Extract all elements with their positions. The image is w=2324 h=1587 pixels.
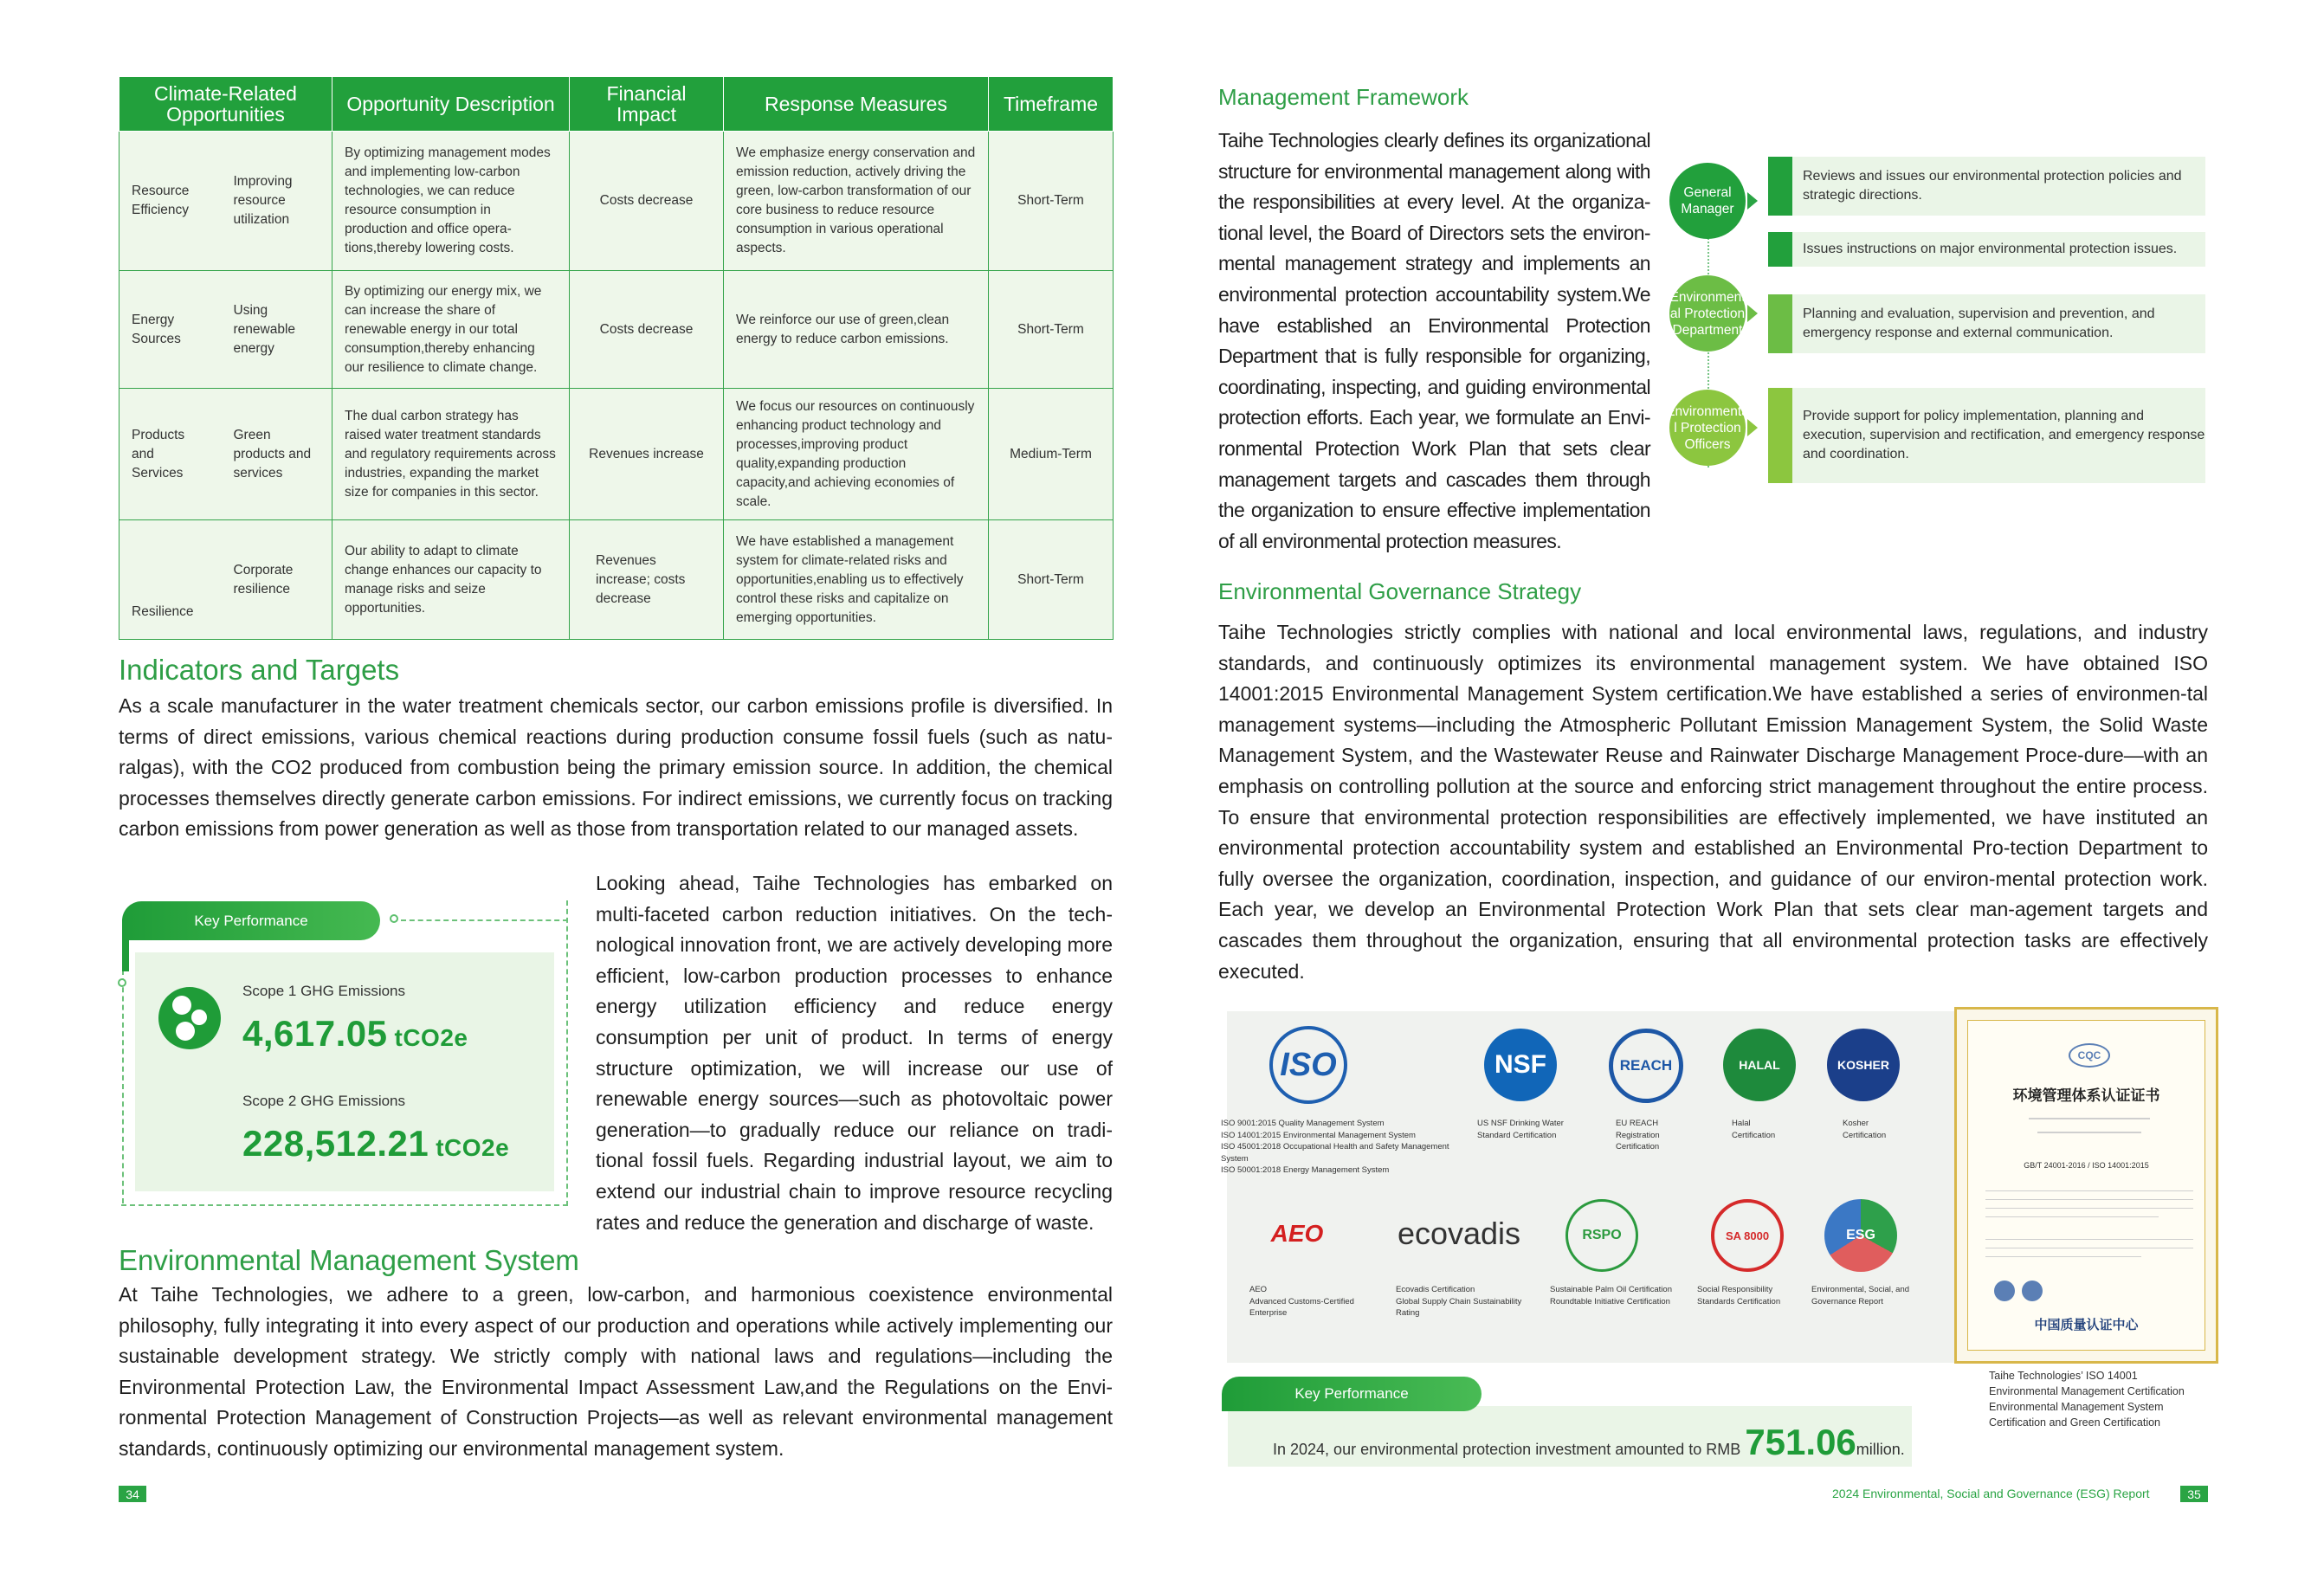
halal-caption: Halal Certification [1732,1119,1776,1140]
arrow-icon [1747,192,1758,210]
responsibility-box: Provide support for policy implementation, planning and execution, supervision and rectification, and emergency response and coordination. [1768,388,2205,483]
row-impact: Revenues increase [570,389,724,520]
investment-value: 751.06 [1745,1422,1856,1462]
row-description: The dual carbon strategy has raised water treatment standards and regulatory requirements across industries, expanding the market size for companies in this sector. [332,389,570,520]
ep-department-node: Environment al Protection Department [1669,275,1746,352]
esg-caption: Environmental, Social, and Governance Report [1811,1285,1910,1306]
scope1-value: 4,617.05 tCO2e [242,1013,468,1054]
halal-logo: HALAL [1723,1029,1796,1101]
nsf-caption: US NSF Drinking Water Standard Certification [1477,1119,1564,1140]
responsibility-box: Planning and evaluation, supervision and prevention, and emergency response and external communication. [1768,294,2205,353]
sa8000-logo: SA 8000 [1711,1199,1784,1272]
row-timeframe: Short-Term [989,520,1114,640]
ems-paragraph: At Taihe Technologies, we adhere to a green, low-carbon, and harmonious coexistence environmental philosophy, fully integrating it into every aspect of our production and operations while actively implementing our sustainable development strategy. We strictly comply with national laws and regulations—including the Environmental Protection Law, the Environmental Impact Assessment Law,and the Regulations on the Envi-ronmental Protection Management of Construction Projects—as well as relevant environmental management standards, continuously optimizing our environmental management system. [119,1283,1113,1460]
row-opportunity: Using renewable energy [222,271,332,389]
certificate-caption: Taihe Technologies’ ISO 14001 Environmental Management Certification Environmental Management System Certification and Green Certification [1989,1370,2185,1429]
aeo-logo: AEO [1270,1220,1324,1247]
header-opportunities: Climate-Related Opportunities [119,77,332,132]
certificate-standard: GB/T 24001-2016 / ISO 14001:2015 [2024,1161,2149,1170]
strategy-heading: Environmental Governance Strategy [1218,578,1582,604]
kosher-caption: Kosher Certification [1843,1119,1887,1140]
strategy-paragraph: Taihe Technologies strictly complies with national and local environmental laws, regulations, and industry standards, and continuously optimizes its environmental management system. We have obtained ISO 14001:2015 Environmental Management System certification.We have established a series of environmen-tal management systems—including the Atmospheric Pollutant Emission Management System, the Solid Waste Management System, and the Wastewater Reuse and Rainwater Discharge Management Proce-dure—with an emphasis on controlling pollution at the source and enforcing strict management throughout the entire process. To ensure that environmental protection responsibilities are effectively implemented, we have instituted an environmental protection accountability system and established an Environmental Pro-tection Department to fully oversee the organization, coordination, inspection, and guidance of our environ-mental protection work. Each year, we develop an Environmental Protection Work Plan that sets clear man-agement targets and cascades them throughout the organization, ensuring that all environmental protection tasks are effectively executed. [1218,621,2208,983]
row-opportunity: Green products and services [222,389,332,520]
row-opportunity: Corporate resilience [222,520,332,640]
row-impact: Revenues increase; costs decrease [570,520,724,640]
row-description: By optimizing management modes and implementing low-carbon technologies, we can reduce resource consumption in production and office opera-tions,thereby lowering costs. [332,132,570,271]
report-footer: 2024 Environmental, Social and Governance (ESG) Report [1832,1487,2150,1500]
carbon-reduction-paragraph: Looking ahead, Taihe Technologies has embarked on multi-faceted carbon reduction initiatives. On the tech-nological innovation front, we are actively developing more efficient, low-carbon production processes to enhance energy utilization efficiency and reduce energy consumption per unit of product. In terms of energy structure optimization, we will increase our use of renewable energy sources—such as photovoltaic power generation—to gradually reduce our reliance on tradi-tional fossil fuels. Regarding industrial layout, we aim to extend our industrial chain to improve resource recycling rates and reduce the generation and discharge of waste. [596,872,1113,1234]
row-description: Our ability to adapt to climate change enhances our capacity to manage risks and seize opportunities. [332,520,570,640]
row-category: Resilience [119,520,222,640]
row-measures: We focus our resources on continuously enhancing product technology and processes,improving product quality,expanding production capacity,and achieving economies of scale. [724,389,989,520]
responsibility-box: Reviews and issues our environmental protection policies and strategic directions. [1768,157,2205,216]
iso-logo: ISO [1269,1026,1347,1104]
certificate-title: 环境管理体系认证证书 [2012,1087,2160,1105]
scope2-value: 228,512.21 tCO2e [242,1123,510,1164]
kosher-logo: KOSHER [1827,1029,1900,1101]
row-measures: We emphasize energy conservation and emission reduction, actively driving the green, low-carbon transformation of our core business to reduce resource consumption in various operational aspects. [724,132,989,271]
framework-heading: Management Framework [1218,84,1469,110]
row-timeframe: Short-Term [989,132,1114,271]
iso-caption: ISO 9001:2015 Quality Management System ISO 14001:2015 Environmental Management System ISO 45001:2018 Occupational Health and Safety Management System ISO 50001:2018 Energy Management System [1221,1119,1449,1175]
aeo-caption: AEO Advanced Customs-Certified Enterprise [1249,1285,1354,1318]
framework-paragraph: Taihe Technologies clearly defines its organizational structure for environmental management along with the responsibilities at every level. At the organiza-tional level, the Board of Directors sets the environ-mental management strategy and implements an environmental protection accountability system.We have established an Environmental Protection Department that is fully responsible for organizing, coordinating, inspecting, and guiding environmental protection efforts. Each year, we formulate an Envi-ronmental Protection Work Plan that sets clear management targets and cascades them through the organization to ensure effective implementation of all environmental protection measures. [1218,129,1650,552]
ecovadis-logo: ecovadis [1397,1216,1521,1251]
row-category: Energy Sources [119,271,222,389]
nsf-logo: NSF [1484,1029,1557,1101]
sa8000-caption: Social Responsibility Standards Certification [1697,1285,1781,1306]
page-number-right: 35 [2180,1486,2208,1502]
indicators-paragraph: As a scale manufacturer in the water treatment chemicals sector, our carbon emissions profile is diversified. In terms of direct emissions, various chemical reactions during production consume fossil fuels (such as natu-ralgas), with the CO2 produced from combustion being the primary emission source. In addition, the chemical processes themselves directly generate carbon emissions. For indirect emissions, we currently focus on tracking carbon emissions from power generation as well as those from transportation related to our managed assets. [119,694,1113,841]
reach-logo: REACH [1609,1029,1683,1103]
responsibility-box: Issues instructions on major environmental protection issues. [1768,232,2205,267]
key-performance-tab: Key Performance [122,901,380,940]
row-category: Resource Efficiency [119,132,222,271]
kp-dot [118,978,126,987]
general-manager-node: General Manager [1669,163,1746,239]
kp-dot [390,914,398,923]
certificate-issuer: 中国质量认证中心 [2034,1317,2139,1332]
arrow-icon [1747,419,1758,436]
row-timeframe: Short-Term [989,271,1114,389]
cqc-logo: CQC [2069,1043,2110,1068]
table-row [119,389,1114,520]
ems-heading: Environmental Management System [119,1244,579,1276]
header-description: Opportunity Description [332,77,570,132]
row-description: By optimizing our energy mix, we can increase the share of renewable energy in our total consumption,thereby enhancing our resilience to climate change. [332,271,570,389]
header-timeframe: Timeframe [989,77,1114,132]
rspo-caption: Sustainable Palm Oil Certification Roundtable Initiative Certification [1550,1285,1672,1306]
rspo-logo: RSPO [1565,1199,1638,1272]
key-performance-tab-right: Key Performance [1222,1377,1482,1411]
row-category: Products and Services [119,389,222,520]
scope1-label: Scope 1 GHG Emissions [242,983,406,999]
iso14001-certificate [1954,1007,2218,1364]
investment-statement: In 2024, our environmental protection investment amounted to RMB 751.06million. [1273,1422,1905,1462]
arrow-icon [1747,305,1758,322]
table-row [119,520,1114,640]
reach-caption: EU REACH Registration Certification [1616,1119,1660,1152]
row-timeframe: Medium-Term [989,389,1114,520]
indicators-heading: Indicators and Targets [119,654,400,686]
page-number-left: 34 [119,1486,146,1502]
row-measures: We reinforce our use of green,clean energy to reduce carbon emissions. [724,271,989,389]
header-measures: Response Measures [724,77,989,132]
row-impact: Costs decrease [570,271,724,389]
table-row [119,271,1114,389]
ecovadis-caption: Ecovadis Certification Global Supply Chain Sustainability Rating [1396,1285,1522,1318]
emissions-icon [158,987,221,1049]
header-impact: Financial Impact [570,77,724,132]
climate-opportunities-table [119,76,1114,640]
row-impact: Costs decrease [570,132,724,271]
scope2-label: Scope 2 GHG Emissions [242,1093,406,1109]
kp-border [122,970,124,1203]
row-measures: We have established a management system for climate-related risks and opportunities,enabling us to effectively control these risks and capitalize on emerging opportunities. [724,520,989,640]
ep-officers-node: Environmenta l Protection Officers [1669,390,1746,466]
esg-logo: ESG [1824,1199,1897,1272]
table-row [119,132,1114,271]
row-opportunity: Improving resource utilization [222,132,332,271]
